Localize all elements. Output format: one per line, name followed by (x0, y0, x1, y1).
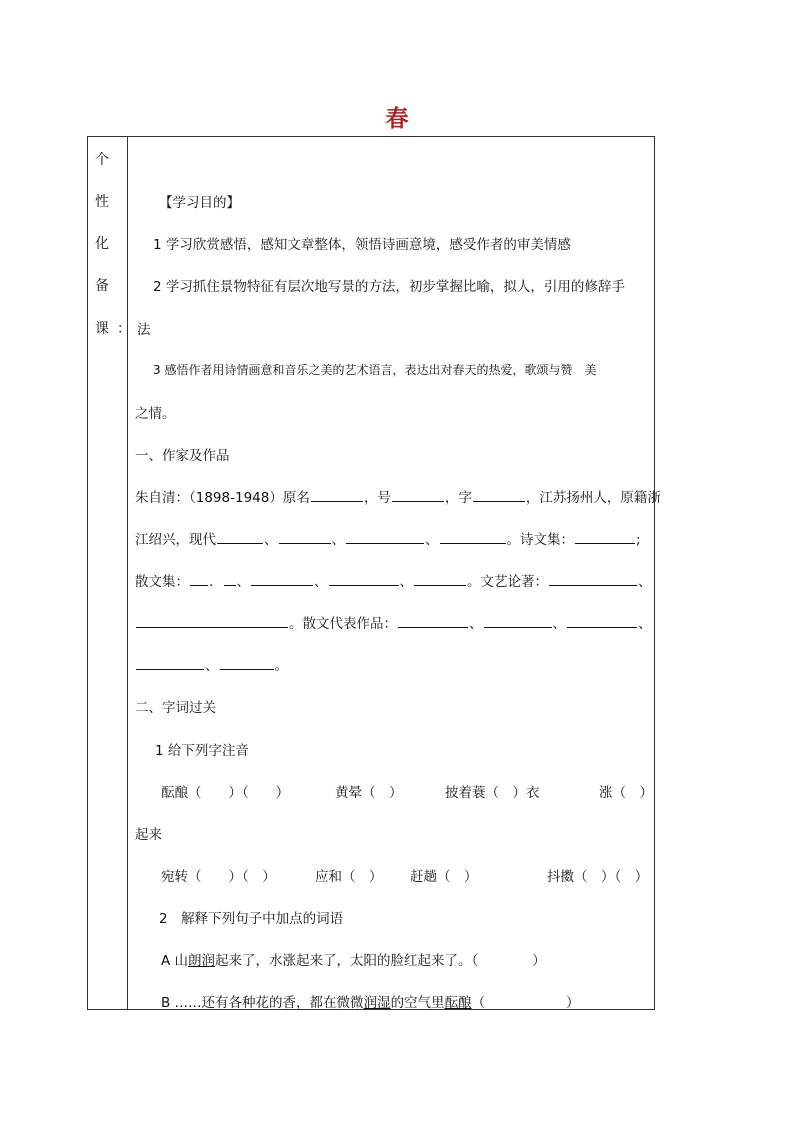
fill-blank[interactable] (224, 572, 236, 586)
separator: 、 (331, 532, 345, 548)
separator: 、 (552, 616, 566, 632)
author-text: 。诗文集： (506, 532, 574, 548)
fill-blank[interactable] (575, 530, 635, 544)
separator: 、 (205, 658, 219, 674)
side-label-char: 课 (95, 321, 109, 337)
sentence-text: 的空气里 (390, 995, 445, 1011)
pinyin-item: 宛转（ ）（ ） (161, 869, 276, 885)
fill-blank[interactable] (346, 530, 424, 544)
fill-blank[interactable] (329, 572, 399, 586)
fill-blank[interactable] (136, 656, 204, 670)
sentence-a (161, 949, 654, 969)
side-label-colon: ： (117, 321, 131, 337)
fill-blank[interactable] (392, 488, 444, 502)
side-label-char: 备 (95, 278, 109, 294)
fill-blank[interactable] (567, 614, 637, 628)
pinyin-item: 抖擞（ ）（ ） (547, 869, 649, 885)
author-text: 散文集： (135, 574, 189, 590)
content-cell (127, 137, 661, 1011)
author-text: ，字 (444, 490, 472, 506)
dotted-word: 朗润 (188, 953, 216, 969)
fill-blank[interactable] (473, 488, 525, 502)
sentence-text: 起来了，水涨起来了，太阳的脸红起来了。（ ） (215, 953, 546, 969)
pinyin-item: 酝酿（ ）（ ） (161, 785, 290, 801)
worksheet-table (87, 136, 661, 1011)
sentence-text: B ……还有各种花的香，都在微微 (161, 995, 364, 1011)
author-text: 朱自清：（1898-1948）原名 (135, 490, 310, 506)
fill-blank[interactable] (398, 614, 468, 628)
author-text: ，号 (363, 490, 391, 506)
separator: 、 (638, 574, 652, 590)
pinyin-item: 涨（ ） (599, 785, 653, 801)
author-text: ; (636, 532, 641, 548)
goal-item-2-cont: 法 (137, 322, 151, 338)
fill-blank[interactable] (484, 614, 552, 628)
goal-item-3: 3 感悟作者用诗情画意和音乐之美的艺术语言，表达出对春天的热爱，歌颂与赞 美 (153, 363, 597, 377)
separator: 、 (425, 532, 439, 548)
fill-blank[interactable] (190, 572, 208, 586)
sentence-text: （ ） (471, 995, 580, 1011)
question-1: 1 给下列字注音 (155, 743, 249, 759)
author-line-5 (135, 654, 654, 674)
fill-blank[interactable] (440, 530, 506, 544)
section-2-heading: 二、字词过关 (135, 700, 216, 716)
goal-item-3-cont: 之情。 (135, 406, 176, 422)
fill-blank[interactable] (136, 614, 288, 628)
side-label-column (88, 137, 131, 1009)
sentence-text: A 山 (161, 953, 189, 969)
side-label-char: 化 (95, 236, 109, 252)
question-2: 2 解释下列句子中加点的词语 (159, 911, 344, 927)
author-text: 。文艺论著： (467, 574, 548, 590)
fill-blank[interactable] (217, 530, 263, 544)
goal-item-2: 2 学习抓住景物特征有层次地写景的方法，初步掌握比喻，拟人，引用的修辞手 (153, 279, 625, 295)
fill-blank[interactable] (414, 572, 466, 586)
pinyin-item: 应和（ ） (315, 869, 383, 885)
pinyin-item: 黄晕（ ） (335, 785, 403, 801)
fill-blank[interactable] (251, 572, 313, 586)
author-text: 江绍兴，现代 (135, 532, 216, 548)
separator: 、 (264, 532, 278, 548)
separator: 、 (399, 574, 413, 590)
author-text: 。散文代表作品： (289, 616, 397, 632)
author-line-4 (135, 612, 654, 632)
separator: 、 (236, 574, 250, 590)
fill-blank[interactable] (549, 572, 637, 586)
pinyin-row-1-cont: 起来 (135, 827, 162, 843)
author-text: 。 (274, 658, 288, 674)
fill-blank[interactable] (311, 488, 363, 502)
pinyin-item: 披着蓑（ ）衣 (445, 785, 540, 801)
author-text: ． (209, 574, 223, 590)
author-text: ，江苏扬州人，原籍浙 (525, 490, 661, 506)
pinyin-item: 赶趟（ ） (410, 869, 478, 885)
section-1-heading: 一、作家及作品 (135, 448, 230, 464)
dotted-word: 润湿 (363, 995, 391, 1011)
fill-blank[interactable] (220, 656, 274, 670)
sentence-b (161, 991, 654, 1011)
dotted-word: 酝酿 (444, 995, 472, 1011)
fill-blank[interactable] (279, 530, 331, 544)
author-line-3 (135, 570, 654, 590)
goals-heading: 【学习目的】 (159, 195, 240, 211)
author-line-2 (135, 528, 654, 548)
separator: 、 (469, 616, 483, 632)
separator: 、 (638, 616, 652, 632)
side-label-char: 个 (95, 152, 109, 168)
page-title: 春 (385, 105, 409, 132)
author-line-1 (135, 486, 661, 506)
goal-item-1: 1 学习欣赏感悟，感知文章整体，领悟诗画意境，感受作者的审美情感 (153, 237, 571, 253)
separator: 、 (314, 574, 328, 590)
side-label-char: 性 (95, 194, 109, 210)
